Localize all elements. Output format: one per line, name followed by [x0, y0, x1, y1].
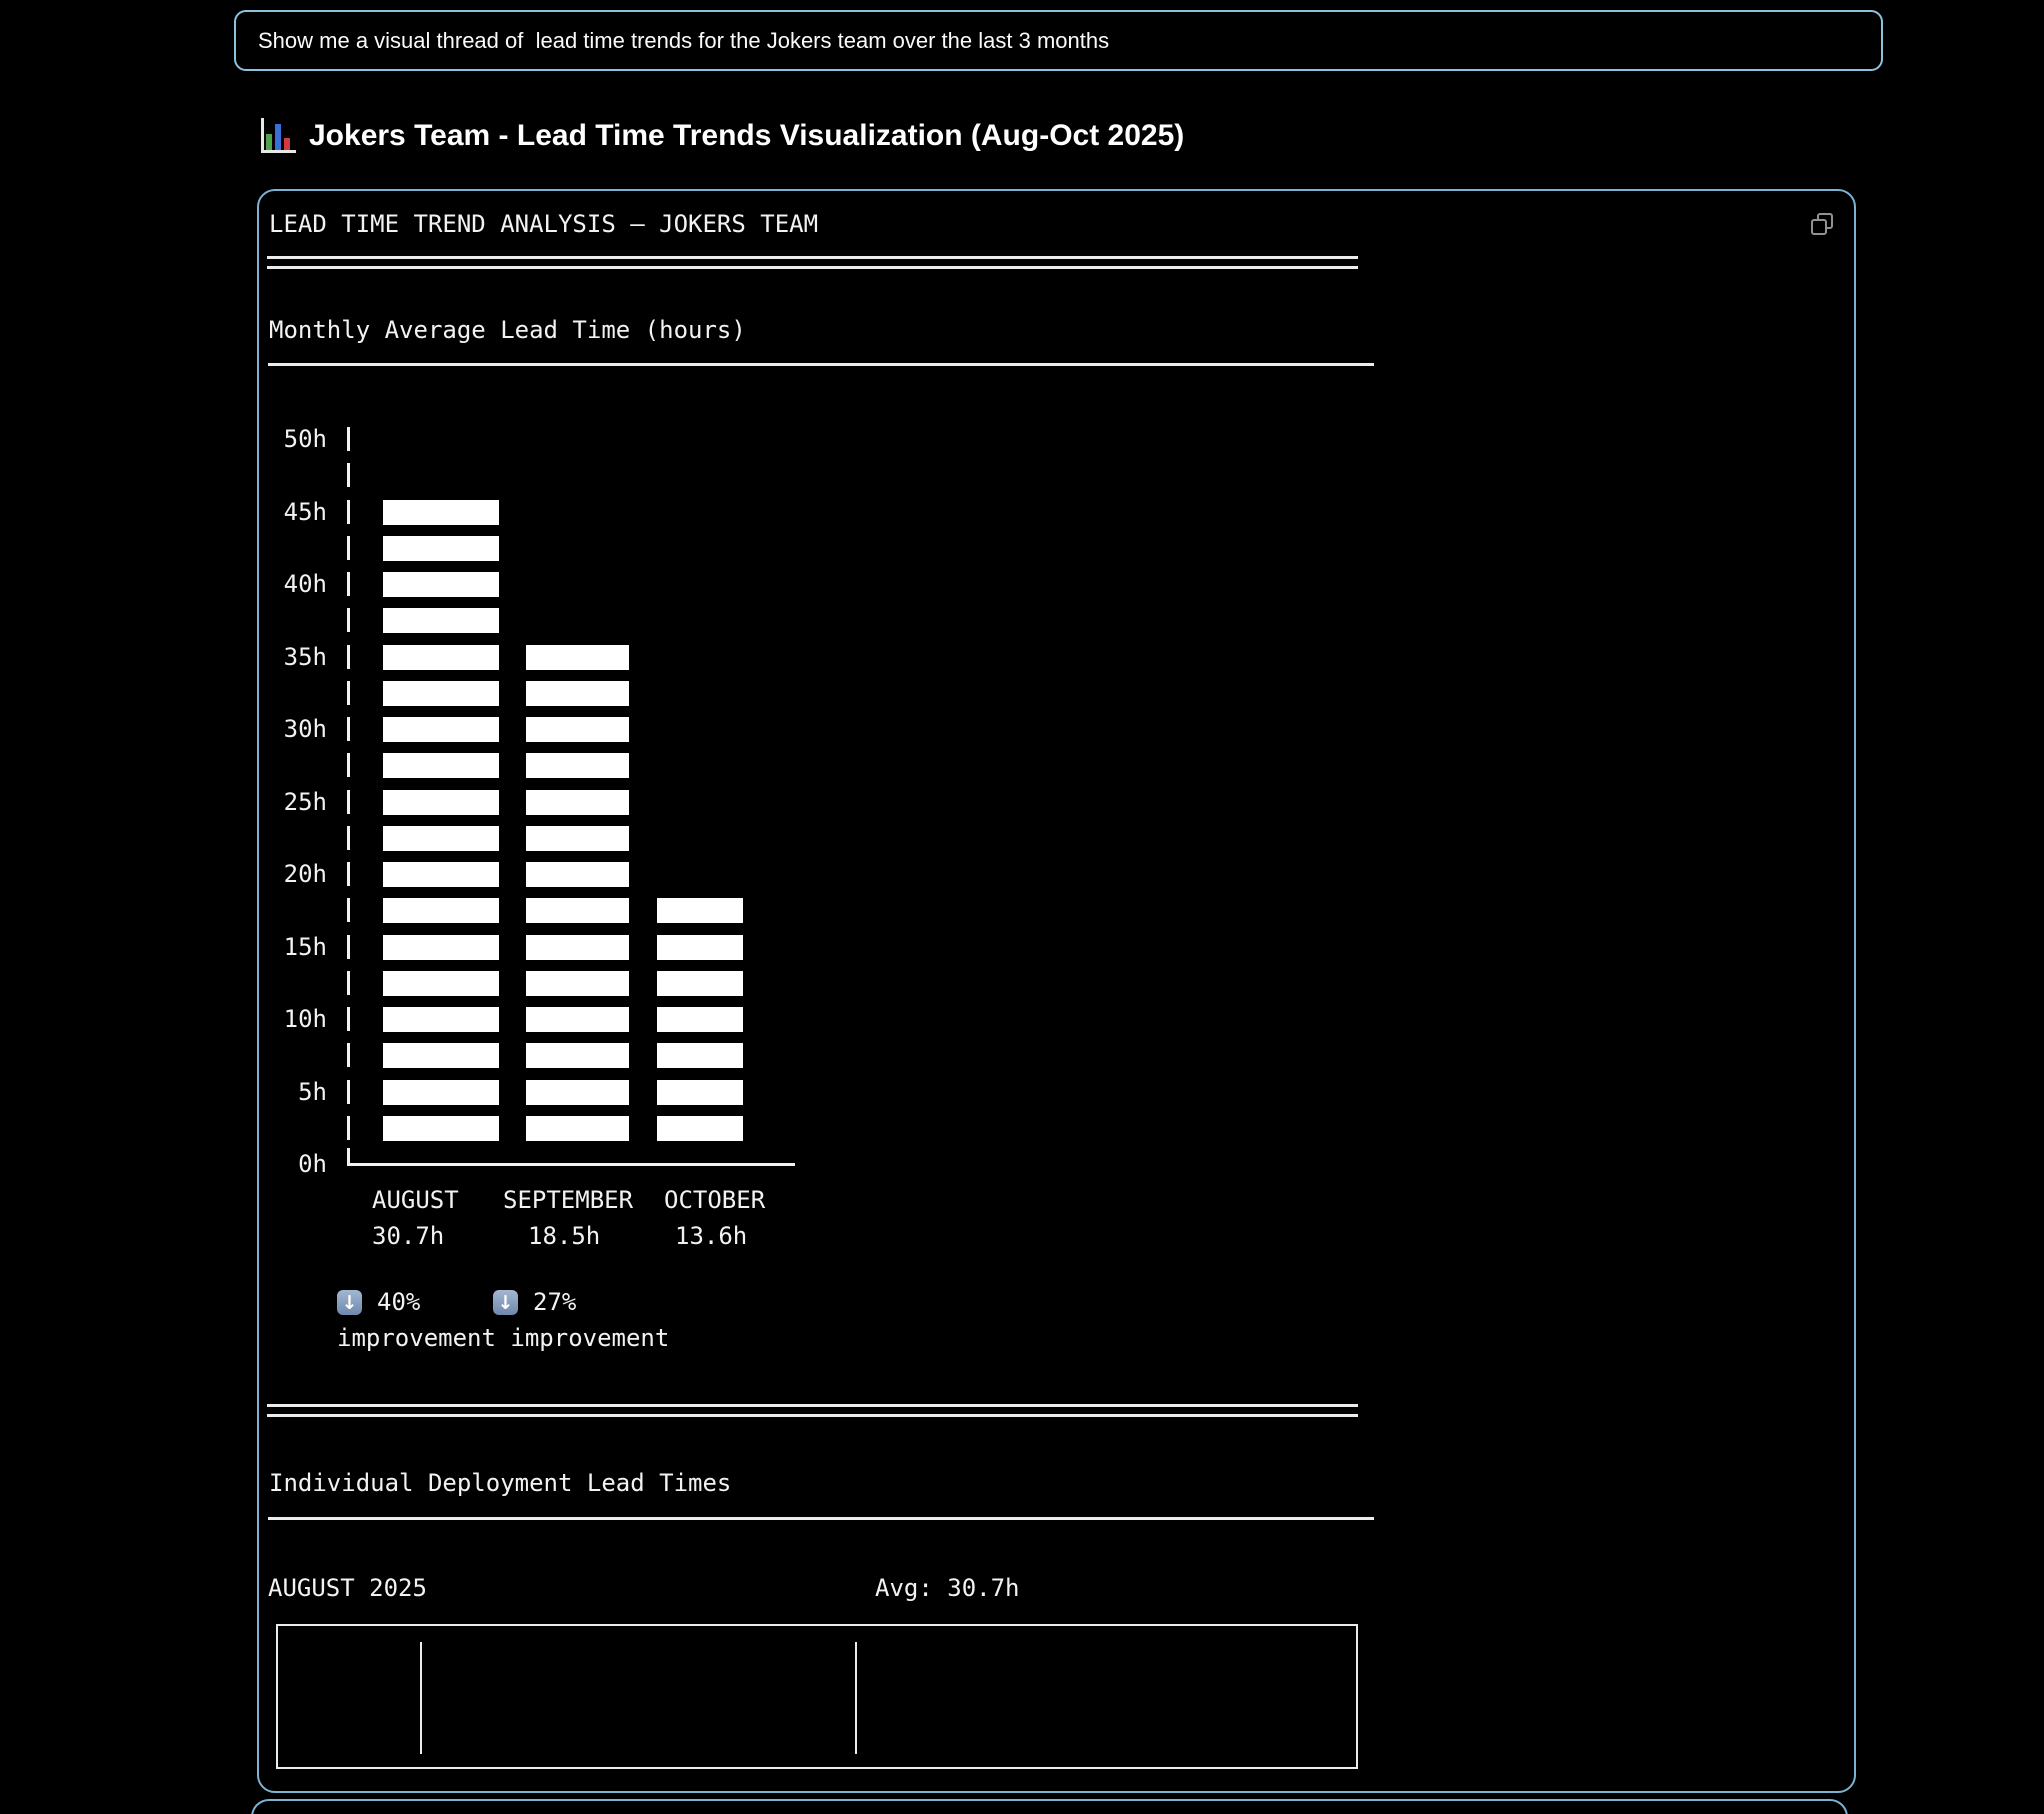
query-text: Show me a visual thread of lead time trends for the Jokers team over the last 3 months [258, 27, 1110, 53]
y-axis-tick [347, 1007, 350, 1031]
bar-block [657, 1043, 743, 1068]
y-axis-tick [347, 753, 350, 777]
y-axis-tick [347, 608, 350, 632]
bar-block [526, 753, 629, 778]
bar-block [383, 1080, 499, 1105]
bar-block [383, 790, 499, 815]
bar-chart-emoji-icon [261, 118, 296, 153]
bar-block [526, 1116, 629, 1141]
bar-block [383, 536, 499, 561]
bar-block [383, 1116, 499, 1141]
x-axis-line [347, 1163, 795, 1166]
y-axis-tick [347, 717, 350, 741]
copy-icon [1811, 213, 1833, 235]
august-avg-label: Avg: 30.7h [875, 1574, 1020, 1602]
bar-block [383, 826, 499, 851]
bar-block [383, 753, 499, 778]
table-column-divider [855, 1642, 857, 1754]
month-value-label: 30.7h [372, 1222, 445, 1250]
bar-block [526, 645, 629, 670]
y-axis-tick [347, 790, 350, 814]
y-axis-tick [347, 898, 350, 922]
bar-block [526, 826, 629, 851]
y-axis-tick [347, 862, 350, 886]
improvement-label-line: improvement improvement [337, 1324, 670, 1352]
page-title-text: Jokers Team - Lead Time Trends Visualization (Aug-Oct 2025) [309, 118, 1185, 152]
bar-block [657, 1007, 743, 1032]
copy-button[interactable] [1804, 206, 1840, 242]
bar-block [383, 971, 499, 996]
deployments-table [276, 1624, 1358, 1769]
y-axis-tick [347, 1043, 350, 1067]
bar-block [383, 898, 499, 923]
bar-block [383, 1007, 499, 1032]
y-axis-tick-label: 0h [298, 1150, 327, 1178]
bar-block [657, 935, 743, 960]
next-message-panel [251, 1799, 1848, 1814]
y-axis-tick [347, 1116, 350, 1140]
bar-block [526, 790, 629, 815]
bar-block [526, 1080, 629, 1105]
y-axis-tick [347, 1148, 350, 1164]
y-axis-tick-label: 40h [283, 570, 327, 598]
bar-block [657, 971, 743, 996]
bar-block [526, 971, 629, 996]
table-column-divider [420, 1642, 422, 1754]
month-value-label: 18.5h [528, 1222, 601, 1250]
bar-block [657, 1116, 743, 1141]
y-axis-tick-label: 45h [283, 497, 327, 526]
individual-section-title: Individual Deployment Lead Times [269, 1469, 732, 1497]
y-axis-tick-label: 50h [283, 425, 327, 453]
y-axis-tick [347, 500, 350, 524]
bar-block [383, 645, 499, 670]
bar-block [526, 1043, 629, 1068]
month-label: SEPTEMBER [503, 1186, 634, 1214]
y-axis-tick-label: 20h [283, 860, 327, 888]
y-axis-tick [347, 463, 350, 487]
bar-block [657, 1080, 743, 1105]
bar-block [657, 898, 743, 923]
august-month-label: AUGUST 2025 [268, 1574, 427, 1602]
y-axis-tick [347, 681, 350, 705]
down-arrow-emoji: ↓ [493, 1290, 518, 1315]
month-label: OCTOBER [664, 1186, 766, 1214]
y-axis-tick [347, 971, 350, 995]
single-separator [268, 363, 1374, 366]
month-value-label: 13.6h [675, 1222, 748, 1250]
y-axis-tick [347, 826, 350, 850]
y-axis-tick-label: 35h [283, 642, 327, 671]
query-input[interactable] [234, 10, 1883, 71]
y-axis-tick [347, 935, 350, 959]
month-label: AUGUST [372, 1186, 459, 1214]
bar-block [383, 862, 499, 887]
y-axis-tick-label: 10h [283, 1005, 327, 1033]
y-axis-tick [347, 645, 350, 669]
panel-title: LEAD TIME TREND ANALYSIS — JOKERS TEAM [269, 210, 819, 238]
improvement-percent: 40% [377, 1288, 421, 1316]
double-separator [267, 256, 1358, 269]
y-axis-tick [347, 1080, 350, 1104]
bar-block [383, 681, 499, 706]
bar-block [526, 935, 629, 960]
bar-block [526, 717, 629, 742]
y-axis-tick [347, 427, 350, 451]
double-separator [267, 1404, 1358, 1417]
bar-block [383, 608, 499, 633]
single-separator [268, 1517, 1374, 1520]
page-title [261, 118, 1184, 153]
bar-block [383, 935, 499, 960]
bar-block [383, 717, 499, 742]
bar-block [383, 1043, 499, 1068]
y-axis-tick-label: 25h [283, 787, 327, 816]
y-axis-tick [347, 536, 350, 560]
bar-block [383, 500, 499, 525]
y-axis-tick-label: 5h [298, 1077, 327, 1106]
bar-block [526, 1007, 629, 1032]
bar-block [526, 681, 629, 706]
bar-block [526, 862, 629, 887]
improvement-percent: 27% [533, 1288, 577, 1316]
bar-block [383, 572, 499, 597]
down-arrow-emoji: ↓ [337, 1290, 362, 1315]
monthly-section-title: Monthly Average Lead Time (hours) [269, 316, 746, 344]
y-axis-tick-label: 30h [283, 715, 327, 743]
y-axis-tick [347, 572, 350, 596]
y-axis-tick-label: 15h [283, 932, 327, 961]
bar-block [526, 898, 629, 923]
